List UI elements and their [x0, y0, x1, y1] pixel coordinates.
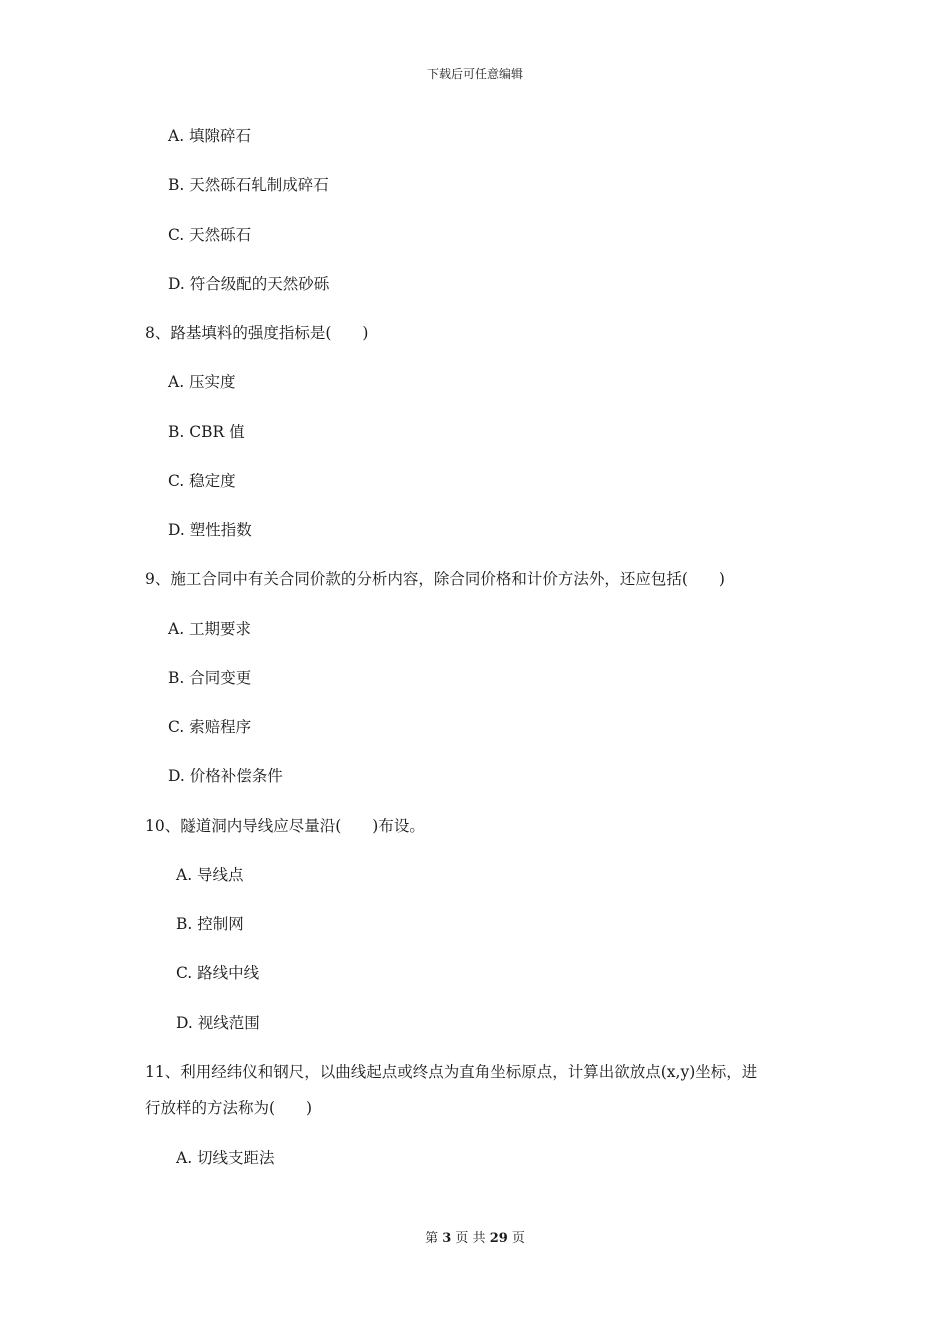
footer-suffix: 页	[511, 1231, 525, 1246]
q10-option-c: C. 路线中线	[176, 964, 260, 982]
page-footer	[0, 1230, 950, 1248]
q9-option-b: B. 合同变更	[168, 669, 252, 687]
q8-stem: 8、路基填料的强度指标是( )	[145, 324, 369, 342]
q7-option-d: D. 符合级配的天然砂砾	[168, 275, 330, 293]
q10-option-b: B. 控制网	[176, 915, 244, 933]
q8-option-d: D. 塑性指数	[168, 521, 252, 539]
footer-page-number: 3	[442, 1231, 452, 1246]
q9-option-d: D. 价格补偿条件	[168, 767, 283, 785]
q8-option-c: C. 稳定度	[168, 472, 236, 490]
footer-prefix: 第	[425, 1231, 439, 1246]
q11-stem-line1: 11、利用经纬仪和钢尺，以曲线起点或终点为直角坐标原点，计算出欲放点(x,y)坐标，进	[145, 1063, 758, 1081]
q11-stem-line2: 行放样的方法称为( )	[145, 1099, 313, 1117]
footer-middle: 页 共	[455, 1231, 486, 1246]
page-header: 下载后可任意编辑	[426, 67, 523, 81]
q11-option-a: A. 切线支距法	[176, 1149, 275, 1167]
q7-option-b: B. 天然砾石轧制成碎石	[168, 176, 329, 194]
footer-total-pages: 29	[489, 1231, 508, 1246]
q10-stem: 10、隧道洞内导线应尽量沿( )布设。	[145, 817, 425, 835]
q9-option-a: A. 工期要求	[168, 620, 252, 638]
q7-option-a: A. 填隙碎石	[168, 127, 252, 145]
q7-option-c: C. 天然砾石	[168, 226, 252, 244]
q8-option-b: B. CBR 值	[168, 423, 245, 441]
q10-option-a: A. 导线点	[176, 866, 244, 884]
q9-option-c: C. 索赔程序	[168, 718, 252, 736]
q10-option-d: D. 视线范围	[176, 1014, 260, 1032]
q9-stem: 9、施工合同中有关合同价款的分析内容，除合同价格和计价方法外，还应包括( )	[145, 570, 725, 588]
q8-option-a: A. 压实度	[168, 373, 236, 391]
